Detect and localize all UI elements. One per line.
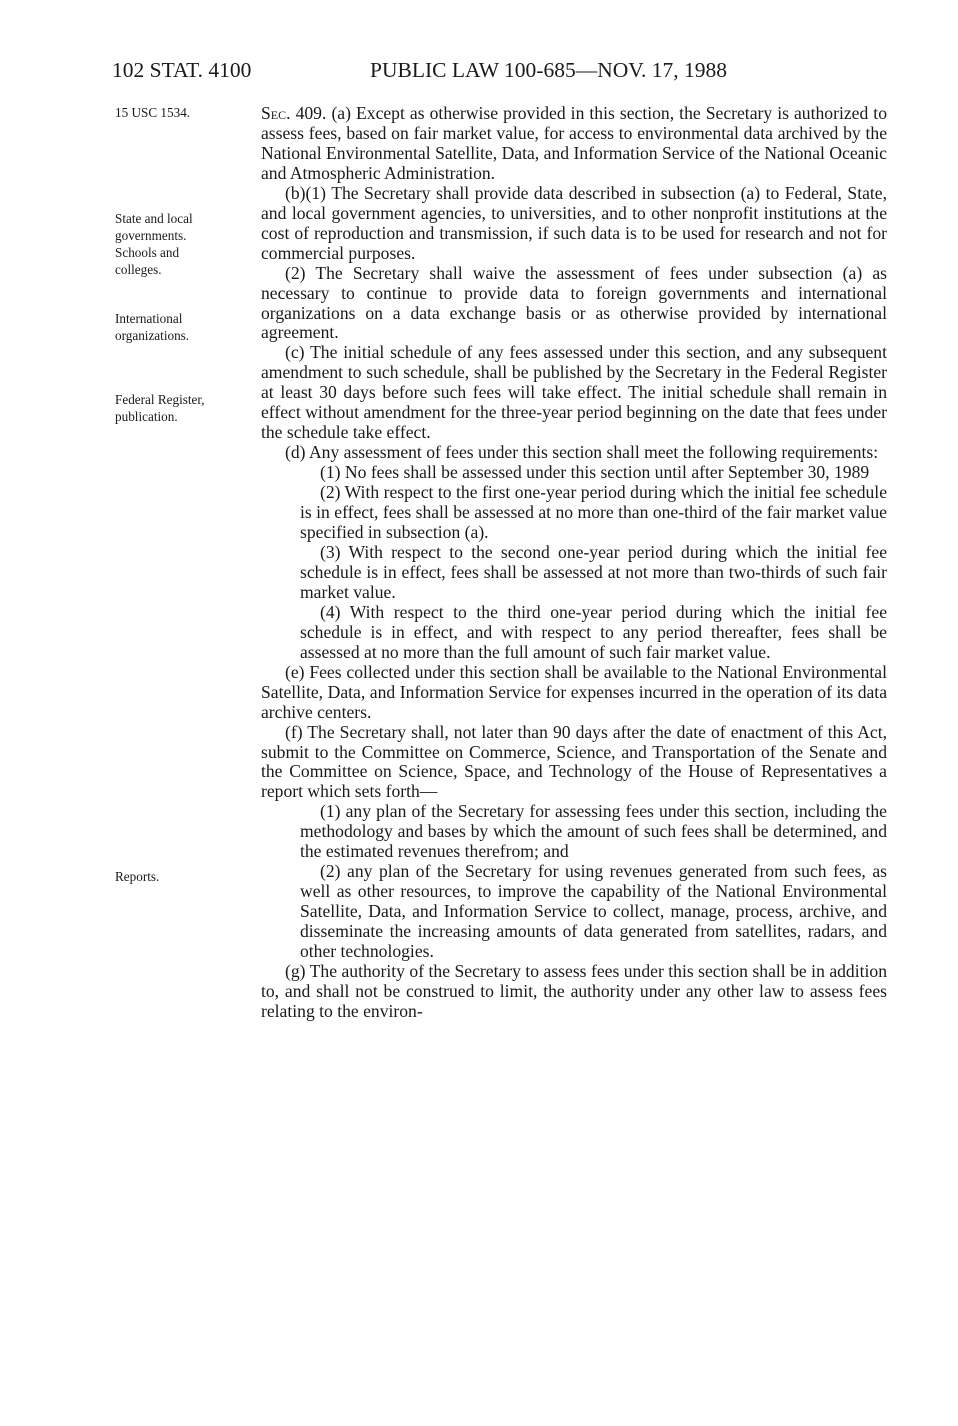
- paragraph-a: [261, 104, 887, 184]
- paragraph-c: (c) The initial schedule of any fees assessed under this section, and any subsequent amendment to such schedule, shall be published by the Secretary in the Federal Register at least 30 days before such fees will take effect. The initial schedule shall remain in effect without amendment for the three-year period beginning on the date that fees under the schedule take effect.: [261, 342, 887, 443]
- margin-note-line: organizations.: [115, 328, 190, 343]
- margin-note-line: colleges.: [115, 262, 162, 277]
- margin-note-line: Reports.: [115, 869, 160, 884]
- margin-note-line: Federal Register,: [115, 392, 205, 407]
- section-label: Sec. 409.: [261, 103, 327, 123]
- paragraph-d4: (4) With respect to the third one-year period during which the initial fee schedule is in effect, and with respect to any period thereafter, fees shall be assessed at no more than the full amount of such fair market value.: [300, 601, 887, 662]
- margin-note-line: governments.: [115, 228, 187, 243]
- paragraph-d2: (2) With respect to the first one-year period during which the initial fee schedule is in effect, fees shall be assessed at no more than one-third of the fair market value specified in subsection (a).: [300, 482, 887, 543]
- margin-note-line: publication.: [115, 409, 178, 424]
- paragraph-b2: (2) The Secretary shall waive the assessment of fees under subsection (a) as necessary to continue to provide data to foreign governments and international organizations on a data exchange basis or as otherwise provided by international agreement.: [261, 262, 887, 343]
- paragraph-d1: (1) No fees shall be assessed under this section until after September 30, 1989: [320, 462, 870, 483]
- margin-note-usc: [115, 104, 255, 121]
- margin-note-reports: [115, 868, 255, 885]
- paragraph-f2: (2) any plan of the Secretary for using revenues generated from such fees, as well as other resources, to improve the capability of the National Environmental Satellite, Data, and Information Service to collect, manage, process, archive, and disseminate the increasing amounts of data generated from satellites, radars, and other technologies.: [300, 861, 887, 962]
- paragraph-e: (e) Fees collected under this section shall be available to the National Environmental Satellite, Data, and Information Service for expenses incurred in the operation of its data archive centers.: [261, 661, 887, 722]
- paragraph-d3: (3) With respect to the second one-year period during which the initial fee schedule is in effect, fees shall be assessed at not more than two-thirds of such fair market value.: [300, 541, 887, 602]
- paragraph-b1: (b)(1) The Secretary shall provide data described in subsection (a) to Federal, State, and local government agencies, to universities, and to other nonprofit institutions at the cost of reproduction and transmission, if such data is to be used for research and not for commercial purposes.: [261, 182, 887, 263]
- paragraph-f1: (1) any plan of the Secretary for assessing fees under this section, including the methodology and bases by which the amount of such fees shall be determined, and the estimated revenues therefrom; and: [300, 801, 887, 862]
- margin-note-line: State and local: [115, 211, 193, 226]
- paragraph-f: (f) The Secretary shall, not later than 90 days after the date of enactment of this Act, submit to the Committee on Commerce, Science, and Transportation of the Senate and the Committee on Science, Space, and Technology of the House of Representatives a report which sets forth—: [261, 721, 887, 802]
- margin-note-line: International: [115, 311, 183, 326]
- page-header: [112, 58, 892, 88]
- public-law-citation: PUBLIC LAW 100-685—NOV. 17, 1988: [370, 58, 728, 82]
- margin-note-governments: [115, 210, 255, 278]
- margin-note-international: [115, 310, 255, 344]
- statute-page-number: 102 STAT. 4100: [112, 58, 252, 82]
- section-body: [261, 104, 887, 1022]
- margin-note-federal-register: [115, 391, 255, 425]
- paragraph-d: (d) Any assessment of fees under this section shall meet the following requirements:: [285, 442, 879, 463]
- margin-note-line: 15 USC 1534.: [115, 105, 191, 120]
- paragraph-text: (a) Except as otherwise provided in this section, the Secretary is authorized to assess fees, based on fair market value, for access to environmental data archived by the National Environmental Satellite, Data, and Information Service of the National Oceanic and Atmospheric Administration.: [261, 103, 887, 183]
- margin-note-line: Schools and: [115, 245, 180, 260]
- paragraph-g: (g) The authority of the Secretary to assess fees under this section shall be in addition to, and shall not be construed to limit, the authority under any other law to assess fees relating to the environ-: [261, 960, 887, 1021]
